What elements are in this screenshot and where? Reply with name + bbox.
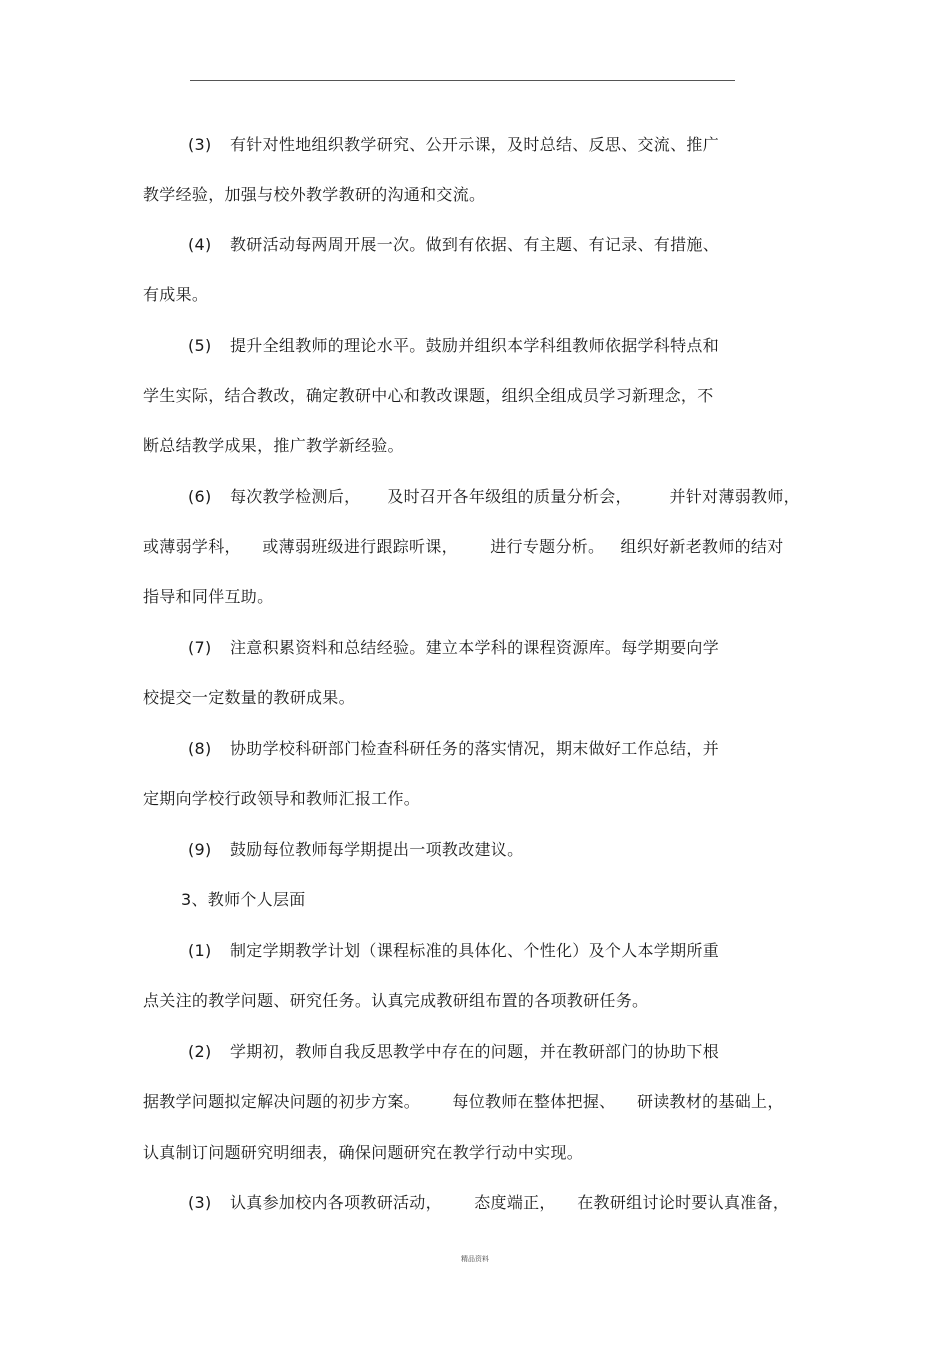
line-text: 有成果。 (143, 285, 209, 304)
line-text: 每次教学检测后， 及时召开各年级组的质量分析会， 并针对薄弱教师， (230, 487, 800, 506)
header-rule (190, 80, 735, 81)
paragraph-line (143, 1143, 583, 1163)
paragraph-line (188, 135, 719, 155)
line-text: 协助学校科研部门检查科研任务的落实情况，期末做好工作总结，并 (230, 739, 720, 758)
page-footer: 精品资料 (461, 1255, 489, 1263)
line-text: 注意积累资料和总结经验。建立本学科的课程资源库。每学期要向学 (230, 638, 720, 657)
paragraph-line (143, 285, 208, 305)
paragraph-line (143, 185, 485, 205)
paragraph-line (188, 739, 719, 759)
item-number: (3) (188, 135, 212, 154)
line-text: 教学经验，加强与校外教学教研的沟通和交流。 (143, 185, 486, 204)
line-text: 据教学问题拟定解决问题的初步方案。 每位教师在整体把握、 研读教材的基础上， (143, 1092, 784, 1111)
paragraph-line (143, 688, 355, 708)
paragraph-line (143, 386, 714, 406)
line-text: 教研活动每两周开展一次。做到有依据、有主题、有记录、有措施、 (230, 235, 720, 254)
paragraph-line (188, 235, 719, 255)
paragraph-line (188, 1042, 719, 1062)
item-number: (8) (188, 739, 212, 758)
paragraph-line (143, 587, 273, 607)
paragraph-line (188, 941, 719, 961)
paragraph-line (143, 789, 420, 809)
paragraph-line (188, 638, 719, 658)
paragraph-line (188, 840, 523, 860)
line-text: 提升全组教师的理论水平。鼓励并组织本学科组教师依据学科特点和 (230, 336, 720, 355)
line-text: 有针对性地组织教学研究、公开示课，及时总结、反思、交流、推广 (230, 135, 720, 154)
paragraph-line (188, 336, 719, 356)
line-text: 校提交一定数量的教研成果。 (143, 688, 355, 707)
item-number: (6) (188, 487, 212, 506)
paragraph-line (143, 991, 648, 1011)
paragraph-line (143, 436, 404, 456)
paragraph-line (143, 537, 784, 557)
line-text: 鼓励每位教师每学期提出一项教改建议。 (230, 840, 524, 859)
paragraph-line (188, 487, 800, 507)
item-number: (2) (188, 1042, 212, 1061)
item-number: (3) (188, 1193, 212, 1212)
paragraph-line (181, 890, 306, 910)
line-text: 认真参加校内各项教研活动， 态度端正， 在教研组讨论时要认真准备， (230, 1193, 790, 1212)
line-text: 定期向学校行政领导和教师汇报工作。 (143, 789, 421, 808)
line-text: 点关注的教学问题、研究任务。认真完成教研组布置的各项教研任务。 (143, 991, 649, 1010)
line-text: 指导和同伴互助。 (143, 587, 274, 606)
item-number: (7) (188, 638, 212, 657)
line-text: 3、教师个人层面 (181, 890, 306, 909)
line-text: 制定学期教学计划（课程标准的具体化、个性化）及个人本学期所重 (230, 941, 720, 960)
paragraph-line (188, 1193, 789, 1213)
line-text: 或薄弱学科， 或薄弱班级进行跟踪听课， 进行专题分析。 组织好新老教师的结对 (143, 537, 784, 556)
item-number: (9) (188, 840, 212, 859)
item-number: (1) (188, 941, 212, 960)
line-text: 认真制订问题研究明细表，确保问题研究在教学行动中实现。 (143, 1143, 584, 1162)
paragraph-line (143, 1092, 784, 1112)
line-text: 学生实际，结合教改，确定教研中心和教改课题，组织全组成员学习新理念，不 (143, 386, 714, 405)
item-number: (5) (188, 336, 212, 355)
line-text: 学期初，教师自我反思教学中存在的问题，并在教研部门的协助下根 (230, 1042, 720, 1061)
item-number: (4) (188, 235, 212, 254)
line-text: 断总结教学成果，推广教学新经验。 (143, 436, 404, 455)
